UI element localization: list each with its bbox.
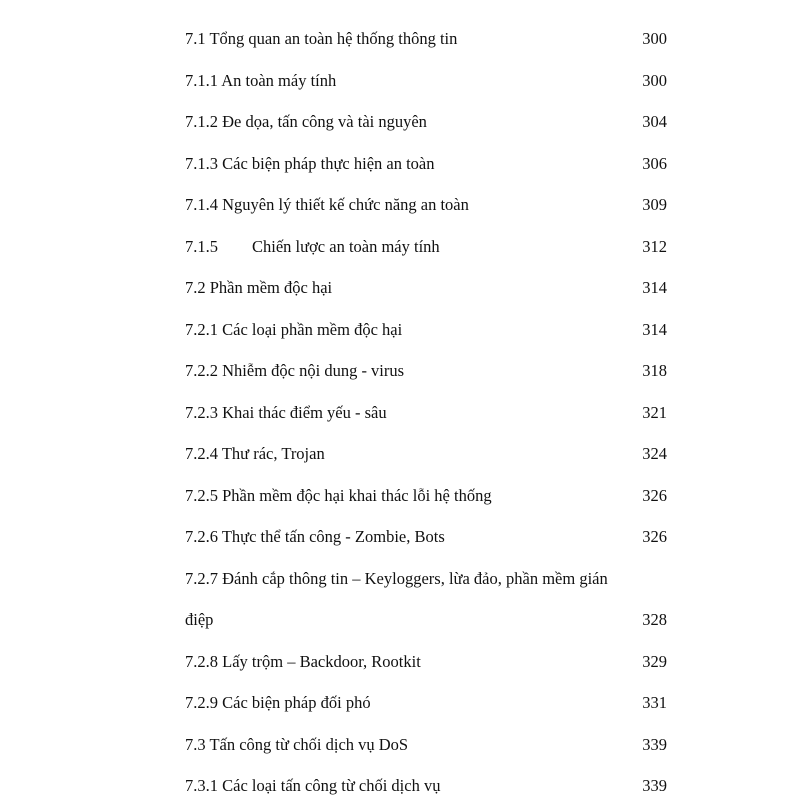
dot-leader xyxy=(428,113,641,130)
toc-entry-number: 7.2.9 xyxy=(185,693,218,712)
toc-entry-page: 318 xyxy=(642,361,667,380)
toc-entry-title: Phần mềm độc hại xyxy=(209,278,333,297)
toc-entry-page: 306 xyxy=(642,153,667,173)
toc-entry-title: Các loại phần mềm độc hại xyxy=(222,319,403,339)
dot-leader xyxy=(436,154,642,171)
toc-entry-title: Các biện pháp đối phó xyxy=(222,693,371,712)
toc-entry-page: 304 xyxy=(642,112,667,131)
toc-entry-page: 312 xyxy=(642,236,667,256)
toc-entry-7-1-5 xyxy=(185,226,667,268)
toc-entry-title: Các loại tấn công từ chối dịch vụ xyxy=(222,776,441,795)
toc-entry-number: 7.2.2 xyxy=(185,361,218,380)
toc-entry-number: 7.2.4 xyxy=(185,444,218,463)
toc-entry-number: 7.1.5 xyxy=(185,236,218,256)
toc-entry-title: Nhiễm độc nội dung - virus xyxy=(222,361,405,380)
toc-entry-page: 314 xyxy=(642,278,667,297)
toc-entry-7-2-7 xyxy=(185,558,667,641)
toc-entry-page: 324 xyxy=(642,444,667,463)
toc-entry-number: 7.1.1 xyxy=(185,70,218,90)
dot-leader xyxy=(446,528,641,545)
toc-entry-number: 7.1 xyxy=(185,29,206,48)
toc-entry-number: 7.2.5 xyxy=(185,485,218,505)
toc-entry-page: 300 xyxy=(642,29,667,48)
dot-leader xyxy=(372,694,642,711)
toc-entry-7-2-3 xyxy=(185,392,667,434)
toc-entry-7-2-2 xyxy=(185,350,667,392)
toc-entry-title-line1: Đánh cắp thông tin – Keyloggers, lừa đảo, phần mềm gián xyxy=(222,568,608,588)
toc-entry-page: 328 xyxy=(642,610,667,629)
dot-leader xyxy=(441,777,641,794)
toc-entry-number: 7.2.6 xyxy=(185,527,218,546)
toc-entry-number: 7.2.8 xyxy=(185,651,218,671)
toc-entry-number: 7.2.1 xyxy=(185,319,218,339)
dot-leader xyxy=(333,279,641,296)
toc-entry-number: 7.2.3 xyxy=(185,402,218,422)
toc-entry-title-line2: điệp xyxy=(185,610,214,629)
toc-entry-7-2-4 xyxy=(185,433,667,475)
dot-leader xyxy=(441,237,642,254)
toc-entry-number: 7.1.3 xyxy=(185,153,218,173)
toc-entry-7-1-3 xyxy=(185,143,667,185)
toc-entry-title: Nguyên lý thiết kế chức năng an toàn xyxy=(222,195,469,214)
dot-leader xyxy=(403,320,641,337)
toc-entry-number: 7.2 xyxy=(185,278,206,297)
dot-leader xyxy=(337,71,641,88)
dot-leader xyxy=(422,652,641,669)
toc-entry-7-2-5 xyxy=(185,475,667,517)
toc-entry-number: 7.1.4 xyxy=(185,195,218,214)
toc-entry-7-3 xyxy=(185,724,667,766)
toc-entry-7-2 xyxy=(185,267,667,309)
toc-entry-title: Các biện pháp thực hiện an toàn xyxy=(222,153,435,173)
dot-leader xyxy=(409,735,641,752)
toc-entry-title: Thực thể tấn công - Zombie, Bots xyxy=(221,527,445,546)
toc-entry-title: Khai thác điểm yếu - sâu xyxy=(222,402,387,422)
dot-leader xyxy=(470,196,641,213)
dot-leader xyxy=(388,403,642,420)
toc-entry-page: 331 xyxy=(642,693,667,712)
toc-entry-7-2-8 xyxy=(185,641,667,683)
toc-entry-number: 7.2.7 xyxy=(185,568,218,588)
toc-entry-title: Tổng quan an toàn hệ thống thông tin xyxy=(209,29,458,48)
toc-entry-title: Thư rác, Trojan xyxy=(221,444,325,463)
dot-leader xyxy=(493,486,642,503)
table-of-contents xyxy=(185,18,667,807)
toc-entry-title: Phần mềm độc hại khai thác lỗi hệ thống xyxy=(222,485,492,505)
dot-leader xyxy=(214,611,641,628)
toc-entry-page: 329 xyxy=(642,651,667,671)
toc-entry-page: 314 xyxy=(642,319,667,339)
toc-entry-number: 7.3 xyxy=(185,734,206,754)
toc-entry-7-2-1 xyxy=(185,309,667,351)
toc-entry-page: 339 xyxy=(642,776,667,795)
toc-entry-page: 339 xyxy=(642,734,667,754)
toc-entry-page: 326 xyxy=(642,485,667,505)
toc-entry-7-2-6 xyxy=(185,516,667,558)
toc-entry-7-1 xyxy=(185,18,667,60)
toc-entry-7-1-2 xyxy=(185,101,667,143)
toc-entry-number: 7.3.1 xyxy=(185,776,218,795)
toc-entry-7-1-4 xyxy=(185,184,667,226)
toc-entry-title: Chiến lược an toàn máy tính xyxy=(252,236,440,256)
toc-entry-page: 300 xyxy=(642,70,667,90)
dot-leader xyxy=(326,445,642,462)
dot-leader xyxy=(458,30,641,47)
dot-leader xyxy=(405,362,641,379)
toc-entry-number: 7.1.2 xyxy=(185,112,218,131)
toc-entry-title: Tấn công từ chối dịch vụ DoS xyxy=(209,734,409,754)
toc-entry-7-3-1 xyxy=(185,765,667,807)
toc-entry-title: Đe dọa, tấn công và tài nguyên xyxy=(222,112,427,131)
toc-entry-page: 326 xyxy=(642,527,667,546)
toc-entry-7-1-1 xyxy=(185,60,667,102)
toc-entry-page: 309 xyxy=(642,195,667,214)
toc-entry-title: Lấy trộm – Backdoor, Rootkit xyxy=(222,651,421,671)
toc-entry-title: An toàn máy tính xyxy=(221,70,337,90)
toc-entry-7-2-9 xyxy=(185,682,667,724)
toc-entry-page: 321 xyxy=(642,402,667,422)
